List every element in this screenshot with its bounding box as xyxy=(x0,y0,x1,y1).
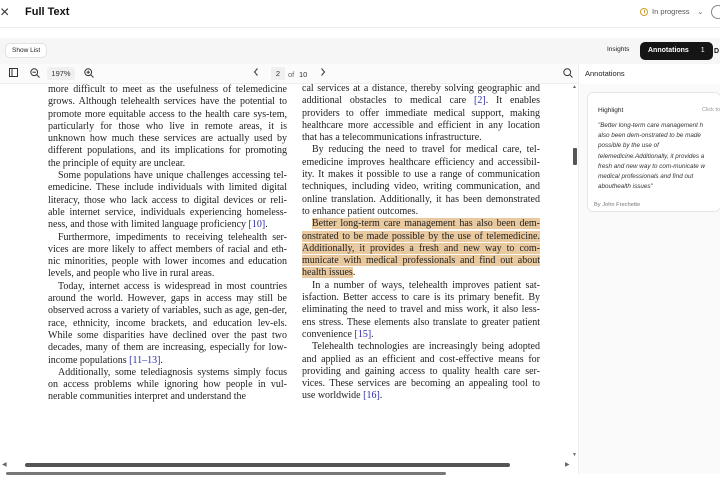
quote-line: "Better long-term care management h xyxy=(598,122,704,129)
paragraph-text: Today, internet access is widespread in most countries around the world. However, gaps in access may still be observed across a variety of variables, such as age, gen-der, race, ethnicity, income brackets, and education lev-els. While some disparities have declined over the past two decades, many of them are increasing, especially for low-income populations xyxy=(48,280,287,366)
quote-line: medical professionals and find out xyxy=(598,173,694,181)
reference-link[interactable]: [10] xyxy=(248,219,266,231)
paragraph-text: . xyxy=(371,328,374,340)
paragraph-text: In a number of ways, telehealth improves patient sat-isfaction. Better access to care is its primary benefit. By eliminating the need to travel and miss work, it also less-ens stress. These elements also translate to greater patient convenience xyxy=(302,279,540,340)
bottom-bar xyxy=(0,477,720,495)
scroll-up-arrow-icon[interactable]: ▲ xyxy=(572,84,577,90)
close-icon[interactable]: × xyxy=(0,4,10,21)
scroll-right-arrow-icon[interactable]: ▶ xyxy=(565,462,570,468)
quote-line: telemedicine.Additionally, it provides a xyxy=(598,152,705,160)
user-avatar-icon[interactable] xyxy=(711,5,720,19)
paragraph-text: . xyxy=(352,267,356,279)
vertical-scroll-thumb[interactable] xyxy=(573,148,577,165)
reference-link[interactable]: [16] xyxy=(363,390,380,402)
toolbar xyxy=(0,38,720,64)
document-page xyxy=(8,84,572,459)
paragraph xyxy=(48,281,287,367)
paragraph-text: By reducing the need to travel for medical care, tel-emedicine improves healthcare efficiency and accessibil-ity. It makes it possible to use a range of communication techniques, including video, writing communication, and online translation. Additionally, it has been demonstrated to enhance patient outcomes. xyxy=(302,144,540,217)
outer-horizontal-scroll-thumb[interactable] xyxy=(6,472,446,475)
paragraph xyxy=(48,232,287,281)
annotations-count-badge: 1 xyxy=(700,47,705,54)
truncated-tab[interactable]: D xyxy=(714,48,720,55)
paragraph xyxy=(48,367,287,404)
paragraph xyxy=(302,84,540,144)
page-title: Full Text xyxy=(25,6,70,18)
reference-link[interactable]: [2] xyxy=(474,95,486,107)
status-label: In progress xyxy=(652,7,690,16)
top-bar xyxy=(0,0,720,28)
scroll-down-arrow-icon[interactable]: ▼ xyxy=(572,452,577,458)
paragraph-text: more difficult to meet as the usefulness of telemedicine grows. Although telehealth services have the potential to promote more equitable access to the health care sys-tem, particularly for those who live in remote areas, it is unknown how much these services are actually used by different populations, and its implications for promoting the principle of equity are unclear. xyxy=(48,84,287,169)
zoom-out-icon[interactable] xyxy=(30,68,40,82)
paragraph-text: . xyxy=(379,390,383,402)
vertical-scrollbar[interactable] xyxy=(571,84,578,459)
chevron-right-icon[interactable] xyxy=(320,68,326,80)
paragraph xyxy=(48,84,287,170)
document-column-right xyxy=(302,84,540,403)
sidebar-icon[interactable] xyxy=(9,68,18,81)
horizontal-scrollbar[interactable] xyxy=(0,459,580,471)
chevron-down-icon: ⌄ xyxy=(697,8,704,16)
quote-line: fresh and new way to com-municate w xyxy=(598,162,706,170)
annotations-tab-label: Annotations xyxy=(648,47,689,54)
paragraph xyxy=(302,218,540,279)
paragraph xyxy=(48,170,287,231)
paragraph xyxy=(302,341,540,402)
insights-tab[interactable]: Insights xyxy=(607,46,630,53)
viewer-toolbar xyxy=(0,64,578,84)
paragraph-text: Furthermore, impediments to receiving telehealth ser-vices are more likely to affect members of racial and eth-nic minorities, people with lower incomes and education levels, and people who live in rural areas. xyxy=(48,231,287,280)
paragraph-text: . It enables providers to offer immediate medical support, making healthcare more accessible and efficient in any location that has a telecommunications infrastructure. xyxy=(302,95,540,144)
status-dropdown[interactable] xyxy=(640,7,703,16)
annotation-quote xyxy=(598,121,720,192)
annotation-type-label: Highlight xyxy=(598,107,624,114)
page-total: 10 xyxy=(299,70,308,79)
paragraph-text: Telehealth technologies are increasingly being adopted and applied as an efficient and cost-effective means for providing and gaining access to quality health care ser-vices. These services are becoming an appealing tool to use worldwide xyxy=(302,341,540,402)
search-icon[interactable] xyxy=(563,68,573,82)
annotations-panel-header xyxy=(578,64,720,84)
annotations-panel-title: Annotations xyxy=(585,69,625,78)
highlighted-text[interactable]: Better long-term care management has also been dem-onstrated to be made possible by the use of telemedicine. Additionally, it provides a fresh and new way to com-municate with medical professionals and find out about health issues xyxy=(302,218,540,279)
annotations-panel xyxy=(578,84,720,474)
quote-line: possible by the use of xyxy=(598,142,659,150)
quote-line: abouthealth issues" xyxy=(598,183,653,191)
scroll-left-arrow-icon[interactable]: ◀ xyxy=(2,462,7,468)
clock-icon xyxy=(640,8,648,16)
chevron-left-icon[interactable] xyxy=(253,68,259,80)
annotations-tab[interactable] xyxy=(640,42,713,60)
paragraph-text: cal services at a distance, thereby solving geographic and additional obstacles to medical care xyxy=(302,84,540,107)
page-number-input[interactable]: 2 xyxy=(271,67,285,80)
annotation-card[interactable] xyxy=(587,92,720,212)
reference-link[interactable]: [11–13] xyxy=(129,354,161,366)
reference-link[interactable]: [15] xyxy=(354,328,372,340)
document-column-left xyxy=(48,84,287,404)
annotation-author: By John Frechette xyxy=(594,202,641,208)
paragraph-text: Additionally, some telediagnosis systems simply focus on access problems while ignoring how people in vul-nerable communities interpret and understand the xyxy=(48,366,287,403)
page-of-label: of xyxy=(288,70,295,79)
paragraph-text: . xyxy=(160,354,163,366)
paragraph-text: Some populations have unique challenges accessing tel-emedicine. These include individuals with limited digital literacy, those who lack access to digital devices or reli-able internet service, individuals experiencing homeless-ness, and those with limited language proficiency xyxy=(48,170,287,231)
zoom-in-icon[interactable] xyxy=(84,68,94,82)
horizontal-scroll-thumb[interactable] xyxy=(25,463,510,467)
show-list-button[interactable]: Show List xyxy=(5,43,47,58)
quote-line: also been dem-onstrated to be made xyxy=(598,132,701,140)
click-to-hint: Click to xyxy=(702,107,720,113)
zoom-level[interactable]: 197% xyxy=(47,67,75,80)
paragraph-text: . xyxy=(265,219,268,231)
paragraph xyxy=(302,144,540,218)
paragraph xyxy=(302,280,540,341)
